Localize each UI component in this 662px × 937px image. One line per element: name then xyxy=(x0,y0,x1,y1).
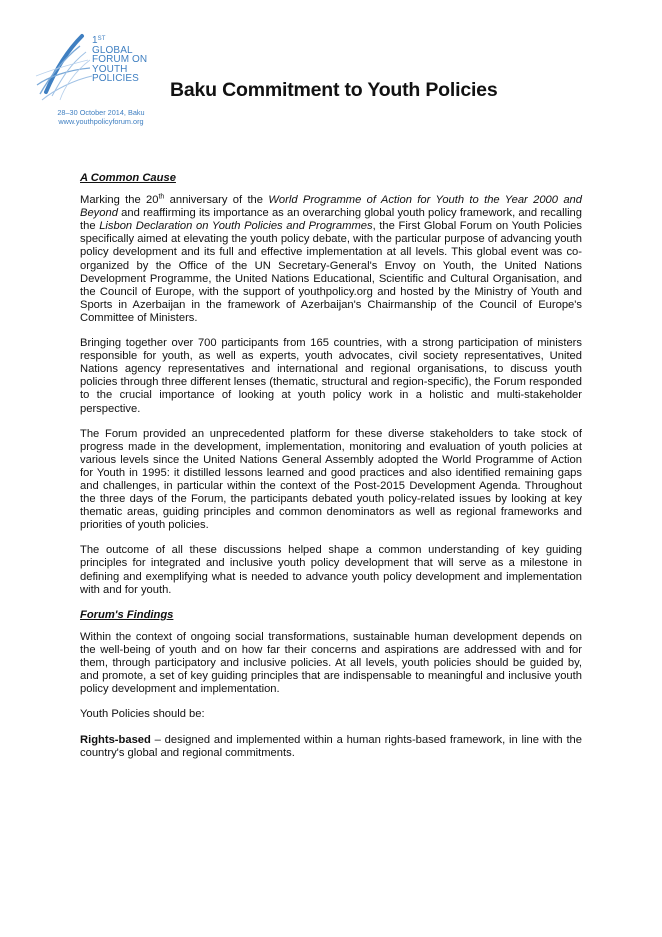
text-run: and reaffirming its importance as an overarching global youth policy framework, and recalling the xyxy=(80,207,582,233)
text-run: , the First Global Forum on Youth Policies specifically aimed at elevating the youth policy debate, with the particular purpose of advancing youth policy development and its full and effective implementation at all levels. This global event was co-organized by the Office of the UN Secretary-General's Envoy on Youth, the United Nations Development Programme, the United Nations Educational, Scientific and Cultural Organisation, and the Council of Europe, with the support of youthpolicy.org and hosted by the Ministry of Youth and Sports in Azerbaijan in the framework of Azerbaijan's Chairmanship of the Council of Europe's Committee of Ministers. xyxy=(80,220,582,324)
paragraph: Bringing together over 700 participants from 165 countries, with a strong participation of ministers responsible for youth, as well as experts, youth advocates, civil society representatives, United Nations agency representatives and international and regional organisations, to discuss youth policies through three different lenses (thematic, structural and region-specific), the Forum responded to the crucial importance of looking at youth policy work in a holistic and multi-stakeholder perspective. xyxy=(80,337,582,415)
logo-line-1: GLOBAL xyxy=(92,44,133,56)
event-website: www.youthpolicyforum.org xyxy=(58,117,144,126)
paragraph: The outcome of all these discussions helped shape a common understanding of key guiding principles for integrated and inclusive youth policy development that will serve as a milestone in defining and exemplifying what is needed to advance youth policy development and implementation with and for youth. xyxy=(80,544,582,596)
forum-logo xyxy=(34,30,164,130)
logo-line-3: YOUTH xyxy=(92,63,128,75)
section-heading-findings: Forum's Findings xyxy=(80,608,174,621)
principle-term: Rights-based xyxy=(80,734,151,747)
logo-line-2: FORUM ON xyxy=(92,54,148,65)
paragraph: Youth Policies should be: xyxy=(80,708,205,721)
paragraph xyxy=(80,734,582,760)
section-heading-common-cause: A Common Cause xyxy=(80,172,176,184)
logo-wordmark xyxy=(92,36,147,84)
paragraph: The Forum provided an unprecedented platform for these diverse stakeholders to take stock of progress made in the development, implementation, monitoring and evaluation of youth policies at various levels since the United Nations General Assembly adopted the World Programme of Action for Youth in 1995: it distilled lessons learned and good practices and also identified remaining gaps and challenges, in particular within the context of the Post-2015 Development Agenda. Throughout the three days of the Forum, the participants debated youth policy-related issues by looking at key thematic areas, guiding principles and common denominators as well as regional frameworks and priorities of youth policies. xyxy=(80,427,582,532)
paragraph: Within the context of ongoing social transformations, sustainable human development depends on the well-being of youth and on how far their concerns and aspirations are addressed with and for them, through participatory and inclusive policies. At all levels, youth policies should be guided by, and promote, a set of key guiding principles that are indispensable to meaningful and inclusive youth policy development and implementation. xyxy=(80,630,582,696)
logo-caption xyxy=(38,108,164,126)
logo-ordinal-suffix: ST xyxy=(97,36,106,42)
paragraph xyxy=(80,194,582,325)
logo-ordinal: 1 xyxy=(92,35,98,46)
text-run: Marking the 20 xyxy=(80,194,159,207)
italic-title: Lisbon Declaration on Youth Policies and Programmes xyxy=(99,220,373,233)
event-date: 28–30 October 2014, Baku xyxy=(57,108,145,117)
superscript: th xyxy=(158,193,165,201)
italic-title: World Programme of Action for Youth to the Year 2000 and Beyond xyxy=(80,194,582,220)
document-body xyxy=(80,172,582,773)
globe-swoosh-icon xyxy=(34,30,96,110)
text-run: – designed and implemented within a human rights-based framework, in line with the country's global and regional commitments. xyxy=(80,734,582,760)
logo-line-4: POLICIES xyxy=(92,73,139,84)
document-title: Baku Commitment to Youth Policies xyxy=(170,79,498,101)
text-run: anniversary of the xyxy=(164,194,269,207)
